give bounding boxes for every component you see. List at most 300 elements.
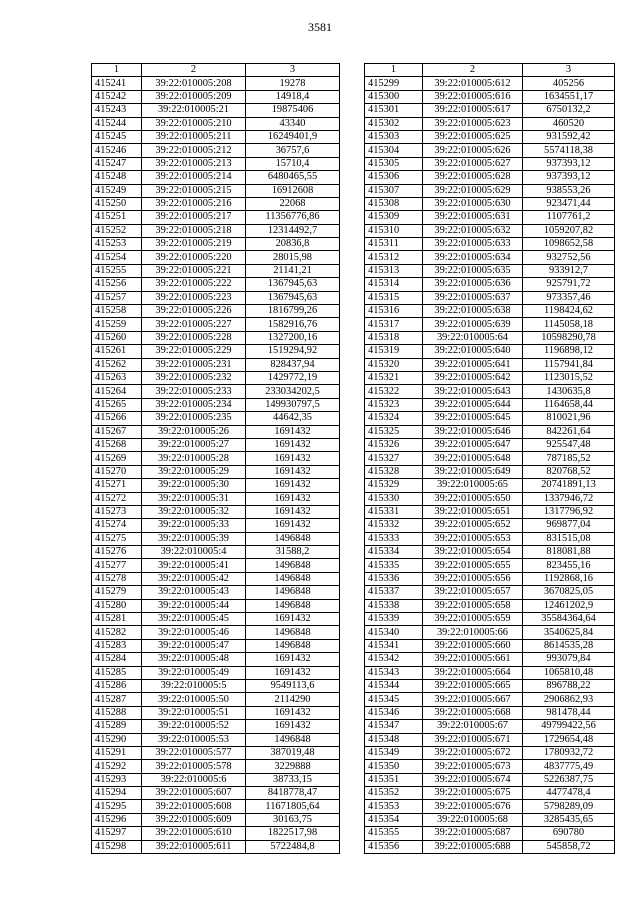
value-cell: 1164658,44 (523, 398, 615, 411)
table-row (365, 532, 615, 545)
cadastral-number-cell: 39:22:010005:647 (423, 438, 523, 451)
table-row (92, 251, 340, 264)
value-cell: 3540625,84 (523, 626, 615, 639)
table-row (365, 291, 615, 304)
cadastral-number-cell: 39:22:010005:644 (423, 398, 523, 411)
row-number-cell: 415308 (365, 197, 423, 210)
table-row (92, 452, 340, 465)
cadastral-number-cell: 39:22:010005:652 (423, 519, 523, 532)
cadastral-number-cell: 39:22:010005:577 (142, 746, 246, 759)
row-number-cell: 415341 (365, 639, 423, 652)
table-row (365, 827, 615, 840)
row-number-cell: 415316 (365, 305, 423, 318)
value-cell: 10598290,78 (523, 331, 615, 344)
table-row (92, 197, 340, 210)
row-number-cell: 415335 (365, 559, 423, 572)
table-row (92, 465, 340, 478)
row-number-cell: 415254 (92, 251, 142, 264)
value-cell: 973357,46 (523, 291, 615, 304)
table-row (365, 787, 615, 800)
table-row (92, 572, 340, 585)
table-row (365, 653, 615, 666)
value-cell: 1691432 (246, 425, 340, 438)
table-row (92, 720, 340, 733)
value-cell: 43340 (246, 117, 340, 130)
value-cell: 545858,72 (523, 840, 615, 853)
cadastral-number-cell: 39:22:010005:610 (142, 827, 246, 840)
table-row (92, 706, 340, 719)
value-cell: 3285435,65 (523, 813, 615, 826)
row-number-cell: 415268 (92, 438, 142, 451)
table-row (92, 77, 340, 90)
row-number-cell: 415272 (92, 492, 142, 505)
row-number-cell: 415266 (92, 412, 142, 425)
cadastral-number-cell: 39:22:010005:220 (142, 251, 246, 264)
table-row (365, 238, 615, 251)
value-cell: 969877,04 (523, 519, 615, 532)
value-cell: 1367945,63 (246, 291, 340, 304)
cadastral-number-cell: 39:22:010005:219 (142, 238, 246, 251)
table-row (365, 572, 615, 585)
cadastral-number-cell: 39:22:010005:617 (423, 104, 523, 117)
value-cell: 1496848 (246, 626, 340, 639)
row-number-cell: 415248 (92, 171, 142, 184)
cadastral-number-cell: 39:22:010005:51 (142, 706, 246, 719)
cadastral-number-cell: 39:22:010005:625 (423, 130, 523, 143)
table-row (365, 693, 615, 706)
value-cell: 12314492,7 (246, 224, 340, 237)
row-number-cell: 415286 (92, 679, 142, 692)
row-number-cell: 415331 (365, 505, 423, 518)
cadastral-number-cell: 39:22:010005:32 (142, 505, 246, 518)
table-row (365, 171, 615, 184)
table-row (365, 666, 615, 679)
table-row (92, 773, 340, 786)
table-row (92, 505, 340, 518)
cadastral-number-cell: 39:22:010005:223 (142, 291, 246, 304)
table-row (365, 278, 615, 291)
cadastral-number-cell: 39:22:010005:27 (142, 438, 246, 451)
row-number-cell: 415258 (92, 305, 142, 318)
value-cell: 1337946,72 (523, 492, 615, 505)
row-number-cell: 415252 (92, 224, 142, 237)
cadastral-number-cell: 39:22:010005:674 (423, 773, 523, 786)
table-row (92, 666, 340, 679)
cadastral-number-cell: 39:22:010005:653 (423, 532, 523, 545)
table-row (92, 104, 340, 117)
value-cell: 1691432 (246, 666, 340, 679)
row-number-cell: 415345 (365, 693, 423, 706)
table-row (92, 358, 340, 371)
value-cell: 842261,64 (523, 425, 615, 438)
value-cell: 6750132,2 (523, 104, 615, 117)
table-row (92, 840, 340, 853)
value-cell: 2906862,93 (523, 693, 615, 706)
table-row (92, 613, 340, 626)
value-cell: 933912,7 (523, 264, 615, 277)
cadastral-number-cell: 39:22:010005:649 (423, 465, 523, 478)
column-header: 3 (246, 64, 340, 77)
value-cell: 823455,16 (523, 559, 615, 572)
cadastral-number-cell: 39:22:010005:64 (423, 331, 523, 344)
cadastral-number-cell: 39:22:010005:635 (423, 264, 523, 277)
row-number-cell: 415260 (92, 331, 142, 344)
column-header: 1 (92, 64, 142, 77)
cadastral-number-cell: 39:22:010005:217 (142, 211, 246, 224)
cadastral-number-cell: 39:22:010005:6 (142, 773, 246, 786)
table-row (92, 385, 340, 398)
row-number-cell: 415299 (365, 77, 423, 90)
value-cell: 4837775,49 (523, 760, 615, 773)
cadastral-number-cell: 39:22:010005:218 (142, 224, 246, 237)
row-number-cell: 415343 (365, 666, 423, 679)
value-cell: 1059207,82 (523, 224, 615, 237)
table-row (365, 77, 615, 90)
cadastral-number-cell: 39:22:010005:657 (423, 586, 523, 599)
row-number-cell: 415243 (92, 104, 142, 117)
right-table (364, 63, 615, 854)
row-number-cell: 415284 (92, 653, 142, 666)
row-number-cell: 415244 (92, 117, 142, 130)
value-cell: 5798289,09 (523, 800, 615, 813)
value-cell: 16912608 (246, 184, 340, 197)
table-row (365, 626, 615, 639)
cadastral-number-cell: 39:22:010005:627 (423, 157, 523, 170)
table-row (365, 117, 615, 130)
row-number-cell: 415250 (92, 197, 142, 210)
row-number-cell: 415337 (365, 586, 423, 599)
cadastral-number-cell: 39:22:010005:640 (423, 345, 523, 358)
row-number-cell: 415276 (92, 546, 142, 559)
cadastral-number-cell: 39:22:010005:47 (142, 639, 246, 652)
value-cell: 31588,2 (246, 546, 340, 559)
table-row (365, 706, 615, 719)
table-row (92, 693, 340, 706)
row-number-cell: 415325 (365, 425, 423, 438)
row-number-cell: 415283 (92, 639, 142, 652)
cadastral-number-cell: 39:22:010005:631 (423, 211, 523, 224)
value-cell: 233034202,5 (246, 385, 340, 398)
cadastral-number-cell: 39:22:010005:660 (423, 639, 523, 652)
row-number-cell: 415329 (365, 479, 423, 492)
value-cell: 810021,96 (523, 412, 615, 425)
value-cell: 3670825,05 (523, 586, 615, 599)
row-number-cell: 415356 (365, 840, 423, 853)
row-number-cell: 415294 (92, 787, 142, 800)
value-cell: 1496848 (246, 532, 340, 545)
table-row (92, 827, 340, 840)
cadastral-number-cell: 39:22:010005:68 (423, 813, 523, 826)
table-row (365, 599, 615, 612)
table-row (92, 398, 340, 411)
cadastral-number-cell: 39:22:010005:67 (423, 720, 523, 733)
row-number-cell: 415298 (92, 840, 142, 853)
table-row (365, 586, 615, 599)
table-row (92, 626, 340, 639)
row-number-cell: 415309 (365, 211, 423, 224)
cadastral-number-cell: 39:22:010005:629 (423, 184, 523, 197)
value-cell: 690780 (523, 827, 615, 840)
table-row (92, 318, 340, 331)
value-cell: 1691432 (246, 613, 340, 626)
table-row (92, 211, 340, 224)
table-row (92, 760, 340, 773)
table-row (365, 104, 615, 117)
row-number-cell: 415241 (92, 77, 142, 90)
table-row (92, 130, 340, 143)
row-number-cell: 415280 (92, 599, 142, 612)
cadastral-number-cell: 39:22:010005:611 (142, 840, 246, 853)
cadastral-number-cell: 39:22:010005:648 (423, 452, 523, 465)
table-row (92, 144, 340, 157)
cadastral-number-cell: 39:22:010005:632 (423, 224, 523, 237)
table-row (92, 800, 340, 813)
value-cell: 932752,56 (523, 251, 615, 264)
row-number-cell: 415301 (365, 104, 423, 117)
column-header: 3 (523, 64, 615, 77)
row-number-cell: 415247 (92, 157, 142, 170)
value-cell: 1430635,8 (523, 385, 615, 398)
cadastral-number-cell: 39:22:010005:231 (142, 358, 246, 371)
row-number-cell: 415279 (92, 586, 142, 599)
row-number-cell: 415319 (365, 345, 423, 358)
row-number-cell: 415351 (365, 773, 423, 786)
row-number-cell: 415339 (365, 613, 423, 626)
value-cell: 9549113,6 (246, 679, 340, 692)
row-number-cell: 415270 (92, 465, 142, 478)
value-cell: 1582916,76 (246, 318, 340, 331)
row-number-cell: 415333 (365, 532, 423, 545)
value-cell: 1691432 (246, 505, 340, 518)
value-cell: 8418778,47 (246, 787, 340, 800)
cadastral-number-cell: 39:22:010005:213 (142, 157, 246, 170)
cadastral-number-cell: 39:22:010005:214 (142, 171, 246, 184)
value-cell: 15710,4 (246, 157, 340, 170)
table-row (92, 559, 340, 572)
table-row (92, 639, 340, 652)
table-row (92, 519, 340, 532)
table-row (92, 546, 340, 559)
value-cell: 20741891,13 (523, 479, 615, 492)
row-number-cell: 415320 (365, 358, 423, 371)
value-cell: 19278 (246, 77, 340, 90)
column-header: 2 (142, 64, 246, 77)
value-cell: 1123015,52 (523, 371, 615, 384)
row-number-cell: 415242 (92, 90, 142, 103)
table-row (92, 492, 340, 505)
cadastral-number-cell: 39:22:010005:45 (142, 613, 246, 626)
cadastral-number-cell: 39:22:010005:664 (423, 666, 523, 679)
table-row (92, 157, 340, 170)
row-number-cell: 415274 (92, 519, 142, 532)
row-number-cell: 415311 (365, 238, 423, 251)
cadastral-number-cell: 39:22:010005:673 (423, 760, 523, 773)
header-row (92, 64, 340, 77)
cadastral-number-cell: 39:22:010005:654 (423, 546, 523, 559)
value-cell: 931592,42 (523, 130, 615, 143)
table-row (92, 238, 340, 251)
row-number-cell: 415282 (92, 626, 142, 639)
table-row (365, 358, 615, 371)
row-number-cell: 415348 (365, 733, 423, 746)
value-cell: 938553,26 (523, 184, 615, 197)
row-number-cell: 415342 (365, 653, 423, 666)
value-cell: 937393,12 (523, 157, 615, 170)
value-cell: 22068 (246, 197, 340, 210)
row-number-cell: 415310 (365, 224, 423, 237)
row-number-cell: 415305 (365, 157, 423, 170)
row-number-cell: 415334 (365, 546, 423, 559)
left-table (91, 63, 340, 854)
value-cell: 1729654,48 (523, 733, 615, 746)
row-number-cell: 415353 (365, 800, 423, 813)
cadastral-number-cell: 39:22:010005:234 (142, 398, 246, 411)
cadastral-number-cell: 39:22:010005:50 (142, 693, 246, 706)
table-row (365, 746, 615, 759)
value-cell: 1691432 (246, 479, 340, 492)
row-number-cell: 415281 (92, 613, 142, 626)
cadastral-number-cell: 39:22:010005:233 (142, 385, 246, 398)
value-cell: 1327200,16 (246, 331, 340, 344)
value-cell: 1196898,12 (523, 345, 615, 358)
row-number-cell: 415293 (92, 773, 142, 786)
value-cell: 1192868,16 (523, 572, 615, 585)
table-row (365, 331, 615, 344)
table-row (365, 519, 615, 532)
cadastral-number-cell: 39:22:010005:4 (142, 546, 246, 559)
cadastral-number-cell: 39:22:010005:31 (142, 492, 246, 505)
value-cell: 1691432 (246, 465, 340, 478)
value-cell: 1691432 (246, 519, 340, 532)
row-number-cell: 415330 (365, 492, 423, 505)
cadastral-number-cell: 39:22:010005:66 (423, 626, 523, 639)
value-cell: 14918,4 (246, 90, 340, 103)
value-cell: 11356776,86 (246, 211, 340, 224)
cadastral-number-cell: 39:22:010005:210 (142, 117, 246, 130)
value-cell: 36757,6 (246, 144, 340, 157)
table-row (365, 760, 615, 773)
row-number-cell: 415321 (365, 371, 423, 384)
table-row (92, 479, 340, 492)
row-number-cell: 415257 (92, 291, 142, 304)
table-row (365, 679, 615, 692)
table-row (365, 305, 615, 318)
value-cell: 387019,48 (246, 746, 340, 759)
header-row (365, 64, 615, 77)
cadastral-number-cell: 39:22:010005:578 (142, 760, 246, 773)
table-row (92, 184, 340, 197)
row-number-cell: 415352 (365, 787, 423, 800)
value-cell: 28015,98 (246, 251, 340, 264)
cadastral-number-cell: 39:22:010005:222 (142, 278, 246, 291)
cadastral-number-cell: 39:22:010005:639 (423, 318, 523, 331)
cadastral-number-cell: 39:22:010005:675 (423, 787, 523, 800)
cadastral-number-cell: 39:22:010005:651 (423, 505, 523, 518)
value-cell: 20836,8 (246, 238, 340, 251)
cadastral-number-cell: 39:22:010005:42 (142, 572, 246, 585)
table-row (365, 733, 615, 746)
cadastral-number-cell: 39:22:010005:630 (423, 197, 523, 210)
value-cell: 1496848 (246, 639, 340, 652)
table-row (92, 813, 340, 826)
row-number-cell: 415262 (92, 358, 142, 371)
value-cell: 35584364,64 (523, 613, 615, 626)
table-row (365, 130, 615, 143)
cadastral-number-cell: 39:22:010005:227 (142, 318, 246, 331)
table-row (92, 278, 340, 291)
cadastral-number-cell: 39:22:010005:656 (423, 572, 523, 585)
cadastral-number-cell: 39:22:010005:221 (142, 264, 246, 277)
value-cell: 1691432 (246, 492, 340, 505)
row-number-cell: 415322 (365, 385, 423, 398)
row-number-cell: 415259 (92, 318, 142, 331)
value-cell: 149930797,5 (246, 398, 340, 411)
value-cell: 1098652,58 (523, 238, 615, 251)
table-row (365, 840, 615, 853)
cadastral-number-cell: 39:22:010005:208 (142, 77, 246, 90)
page-number: 3581 (308, 20, 332, 34)
cadastral-number-cell: 39:22:010005:658 (423, 599, 523, 612)
row-number-cell: 415336 (365, 572, 423, 585)
cadastral-number-cell: 39:22:010005:616 (423, 90, 523, 103)
table-row (92, 425, 340, 438)
value-cell: 993079,84 (523, 653, 615, 666)
value-cell: 1157941,84 (523, 358, 615, 371)
value-cell: 1691432 (246, 720, 340, 733)
row-number-cell: 415289 (92, 720, 142, 733)
value-cell: 1065810,48 (523, 666, 615, 679)
value-cell: 925791,72 (523, 278, 615, 291)
row-number-cell: 415271 (92, 479, 142, 492)
table-row (365, 492, 615, 505)
cadastral-number-cell: 39:22:010005:676 (423, 800, 523, 813)
cadastral-number-cell: 39:22:010005:645 (423, 412, 523, 425)
cadastral-number-cell: 39:22:010005:43 (142, 586, 246, 599)
cadastral-number-cell: 39:22:010005:637 (423, 291, 523, 304)
row-number-cell: 415275 (92, 532, 142, 545)
table-row (365, 144, 615, 157)
cadastral-number-cell: 39:22:010005:29 (142, 465, 246, 478)
table-row (365, 251, 615, 264)
row-number-cell: 415277 (92, 559, 142, 572)
table-row (92, 653, 340, 666)
table-row (92, 599, 340, 612)
table-row (92, 117, 340, 130)
value-cell: 1429772,19 (246, 371, 340, 384)
cadastral-number-cell: 39:22:010005:665 (423, 679, 523, 692)
cadastral-number-cell: 39:22:010005:623 (423, 117, 523, 130)
table-row (92, 264, 340, 277)
table-row (365, 613, 615, 626)
row-number-cell: 415251 (92, 211, 142, 224)
table-row (365, 184, 615, 197)
column-header: 2 (423, 64, 523, 77)
table-row (365, 211, 615, 224)
cadastral-number-cell: 39:22:010005:633 (423, 238, 523, 251)
row-number-cell: 415303 (365, 130, 423, 143)
cadastral-number-cell: 39:22:010005:226 (142, 305, 246, 318)
cadastral-number-cell: 39:22:010005:44 (142, 599, 246, 612)
table-row (365, 720, 615, 733)
table-row (92, 746, 340, 759)
row-number-cell: 415318 (365, 331, 423, 344)
row-number-cell: 415338 (365, 599, 423, 612)
cadastral-number-cell: 39:22:010005:607 (142, 787, 246, 800)
row-number-cell: 415332 (365, 519, 423, 532)
value-cell: 3229888 (246, 760, 340, 773)
row-number-cell: 415255 (92, 264, 142, 277)
table-row (92, 412, 340, 425)
